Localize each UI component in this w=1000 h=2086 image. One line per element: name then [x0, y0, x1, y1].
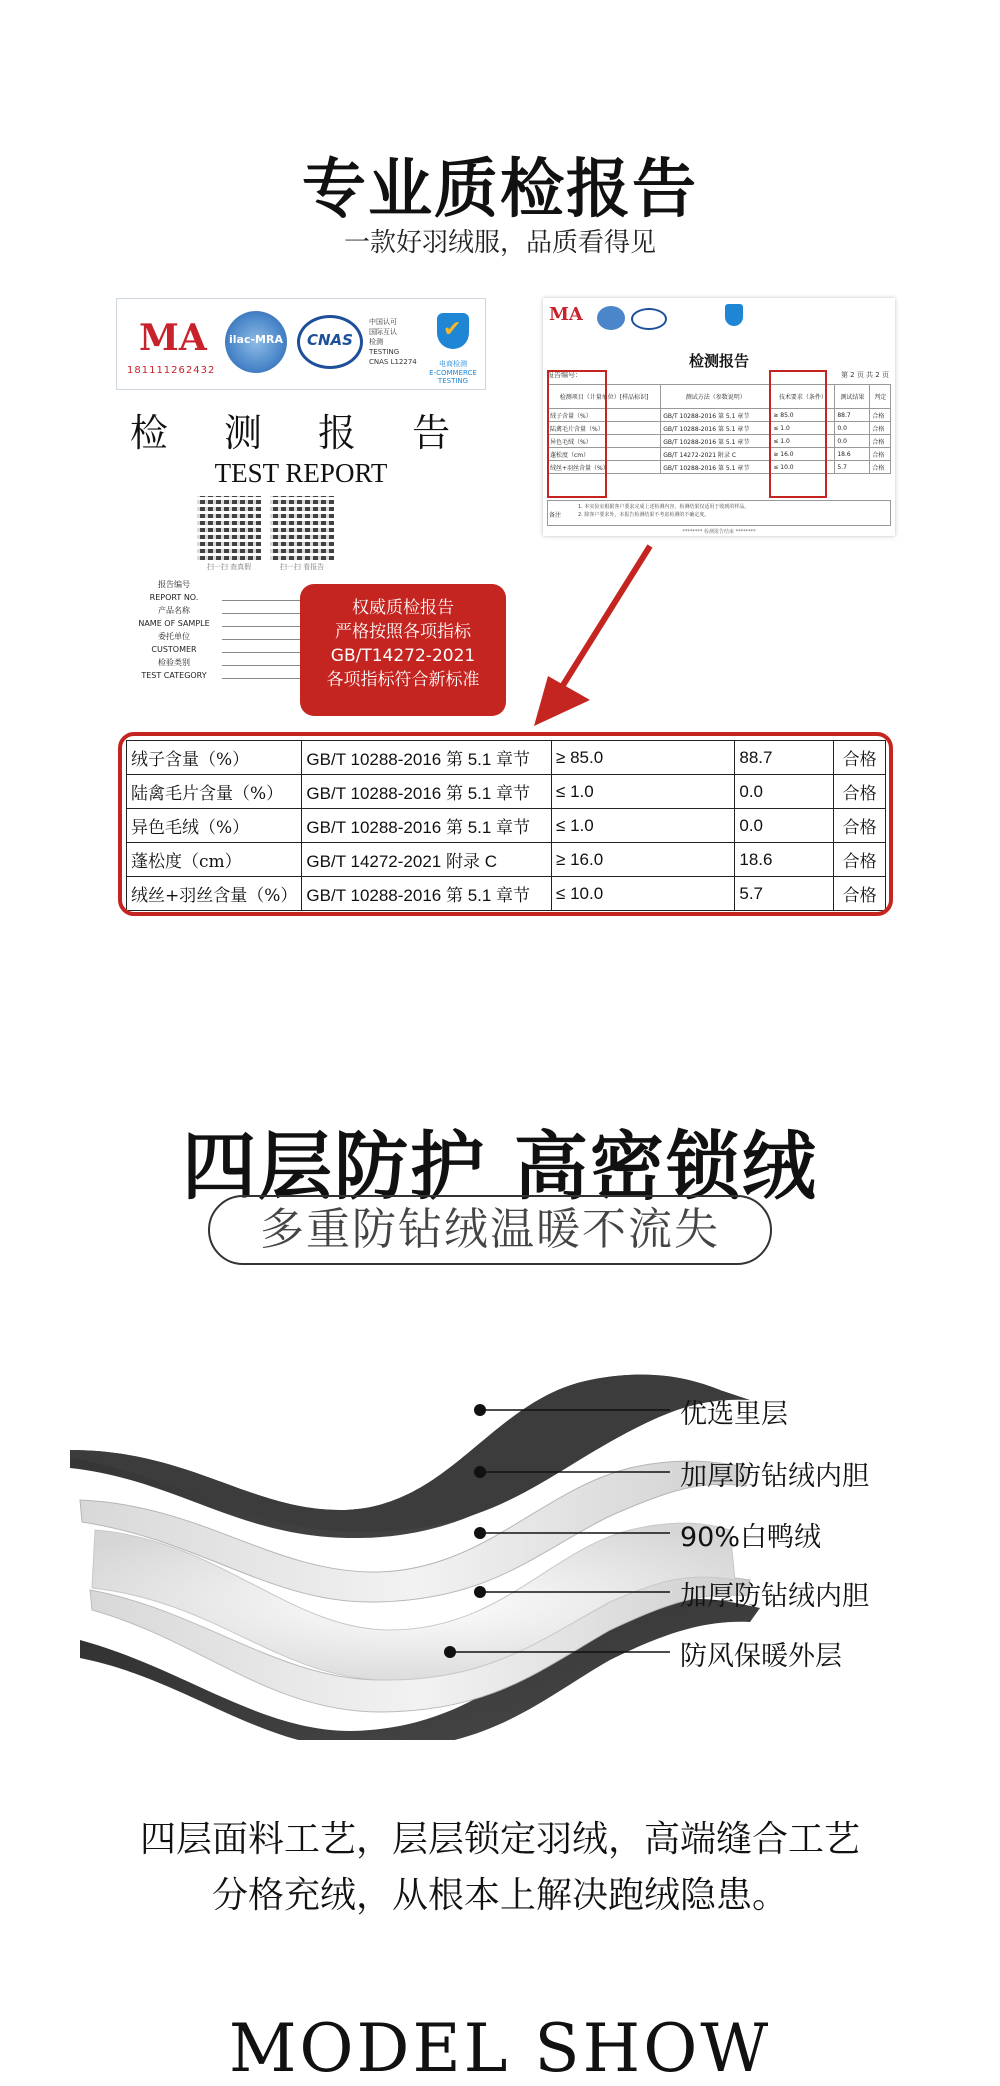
ecommerce-testing-badge-icon: ✔: [429, 309, 477, 359]
badge-caption: 电商检测 E-COMMERCE TESTING: [429, 360, 477, 385]
table-row: 绒丝+羽丝含量（%） GB/T 10288-2016 第 5.1 章节 ≤ 10.0 5.7 合格: [127, 877, 886, 911]
ma-logo-icon: MA: [549, 304, 583, 325]
report-field-lines: [222, 588, 302, 679]
highlight-box: [547, 370, 607, 498]
detail-report-no: 报告编号：: [547, 371, 582, 379]
qr-caption: 扫一扫 看报告: [279, 563, 325, 571]
cnas-label: CNAS: [307, 331, 353, 349]
layer-label-liner: 加厚防钻绒内胆: [680, 1581, 869, 1612]
table-row: 陆禽毛片含量（%） GB/T 10288-2016 第 5.1 章节 ≤ 1.0 0.0 合格: [127, 775, 886, 809]
table-header-row: 检测项目（计量单位）[样品标识] 测试方法（参数说明） 技术要求（条件） 测试结果 判定: [548, 385, 891, 409]
layer-label-outer: 防风保暖外层: [680, 1641, 842, 1672]
layer-label-down: 90%白鸭绒: [680, 1522, 822, 1553]
ma-logo-icon: MA 181111262432: [127, 317, 216, 376]
description-line: 四层面料工艺，层层锁定羽绒，高端缝合工艺: [139, 1819, 860, 1860]
cnas-small-text: 中国认可 国际互认 检测 TESTING CNAS L12274: [369, 318, 417, 366]
highlight-box: [769, 370, 827, 498]
ilac-label: ilac-MRA: [229, 333, 283, 346]
table-row: 蓬松度（cm） GB/T 14272-2021 附录 C ≥ 16.0 18.6 合格: [548, 448, 891, 461]
section-title-model-show: MODEL SHOW: [228, 2010, 772, 2086]
qr-code-verify: [197, 496, 261, 560]
ecommerce-testing-badge-icon: [725, 304, 743, 326]
table-row: 绒丝+羽丝含量（%） GB/T 10288-2016 第 5.1 章节 ≤ 10.0 5.7 合格: [548, 461, 891, 474]
cnas-logo-icon: [631, 308, 667, 330]
report-title-en: TEST REPORT: [214, 458, 388, 488]
detail-logo-strip: [549, 304, 749, 332]
table-row: 绒子含量（%） GB/T 10288-2016 第 5.1 章节 ≥ 85.0 88.7 合格: [548, 409, 891, 422]
results-table-zoom: [118, 732, 893, 916]
section-tagline-pill: 多重防钻绒温暖不流失: [208, 1195, 772, 1265]
table-row: 蓬松度（cm） GB/T 14272-2021 附录 C ≥ 16.0 18.6 合格: [127, 843, 886, 877]
report-field-labels: 报告编号 REPORT NO. 产品名称 NAME OF SAMPLE 委托单位 CUSTOMER 检验类别 TEST CATEGORY: [138, 580, 210, 680]
note-label: 备注: [549, 512, 562, 519]
section-title-four-layer: 四层防护 高密锁绒: [182, 1124, 818, 1210]
detail-page-number: 第 2 页 共 2 页: [840, 371, 889, 379]
ma-number: 181111262432: [127, 365, 216, 376]
ilac-mra-logo-icon: [597, 306, 625, 330]
arrow-icon: [520, 540, 670, 730]
section-title-quality-report: 专业质检报告: [302, 153, 698, 227]
detail-title: 检测报告: [688, 352, 749, 370]
description-line: 分格充绒，从根本上解决跑绒隐患。: [211, 1875, 788, 1916]
results-table: [126, 740, 886, 911]
qr-code-report: [270, 496, 334, 560]
detail-end-mark: ******** 检测报告结束 ********: [682, 529, 756, 535]
fabric-layers-diagram: [70, 1340, 950, 1740]
table-row: 陆禽毛片含量（%） GB/T 10288-2016 第 5.1 章节 ≤ 1.0 0.0 合格: [548, 422, 891, 435]
table-row: 异色毛绒（%） GB/T 10288-2016 第 5.1 章节 ≤ 1.0 0.0 合格: [548, 435, 891, 448]
detail-notes: 1. 本实验室根据客户要求完成上述检测内容，检测结果仅适用于收到的样品。 2. 除客户要求外，本报告检测结果不考虑检测的不确定度。: [547, 500, 891, 526]
callout-line: GB/T14272-2021: [330, 646, 476, 666]
callout-line: 权威质检报告: [352, 598, 454, 618]
layer-label-inner: 优选里层: [680, 1399, 788, 1430]
craft-description: [0, 1812, 1000, 1924]
authority-callout: [300, 584, 506, 716]
test-report-detail-page: [543, 298, 895, 536]
section-subtitle: 一款好羽绒服，品质看得见: [343, 228, 656, 258]
table-row: 异色毛绒（%） GB/T 10288-2016 第 5.1 章节 ≤ 1.0 0.0 合格: [127, 809, 886, 843]
callout-line: 各项指标符合新标准: [326, 670, 480, 690]
callout-line: 严格按照各项指标: [335, 622, 471, 642]
qr-caption: 扫一扫 查真假: [206, 563, 252, 571]
layer-label-liner: 加厚防钻绒内胆: [680, 1461, 869, 1492]
accreditation-logo-strip: [116, 298, 486, 390]
report-title-cn: 检 测 报 告: [129, 411, 473, 455]
table-row: 绒子含量（%） GB/T 10288-2016 第 5.1 章节 ≥ 85.0 88.7 合格: [127, 741, 886, 775]
